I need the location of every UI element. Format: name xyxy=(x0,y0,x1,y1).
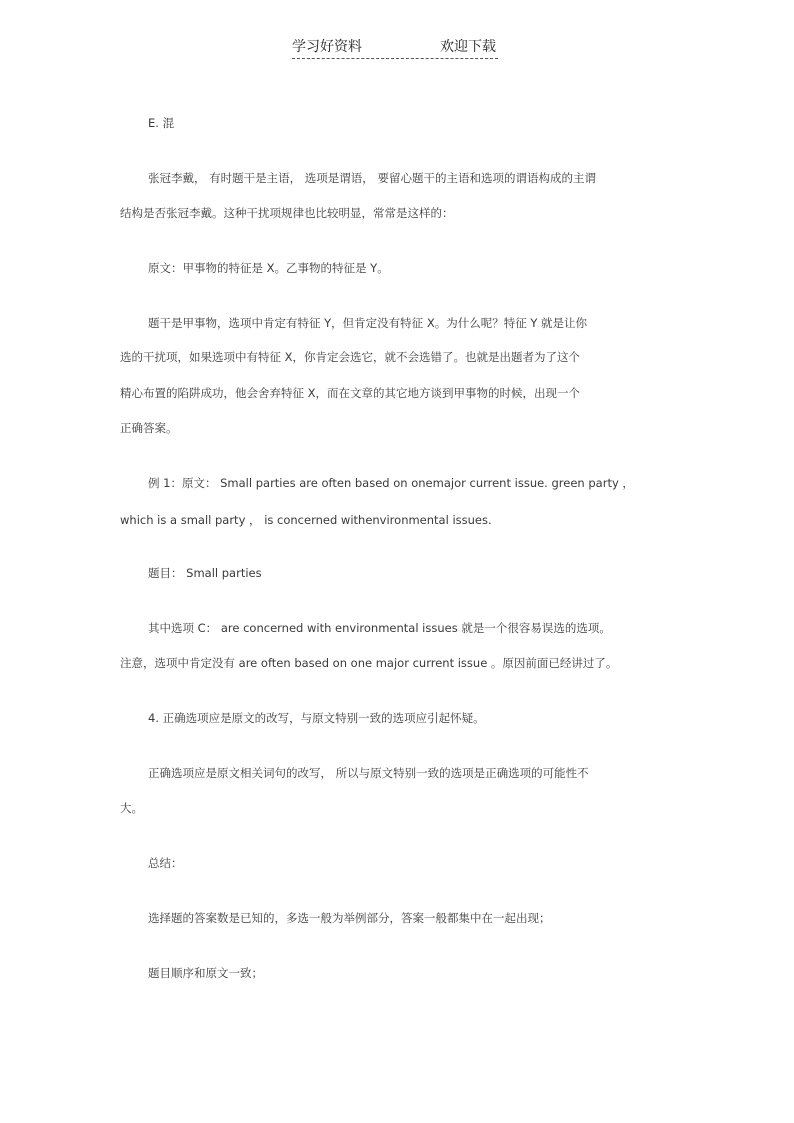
paragraph-line: 选的干扰项，如果选项中有特征 X，你肯定会选它，就不会选错了。也就是出题者为了这个 xyxy=(120,350,581,364)
paragraph-line: 原文：甲事物的特征是 X。乙事物的特征是 Y。 xyxy=(148,261,389,275)
paragraph-line: 大。 xyxy=(120,801,143,815)
paragraph-line: 精心布置的陷阱成功，他会舍弃特征 X，而在文章的其它地方谈到甲事物的时候，出现一个 xyxy=(120,386,581,400)
page-header xyxy=(292,36,498,59)
section-heading: 4. 正确选项应是原文的改写，与原文特别一致的选项应引起怀疑。 xyxy=(148,711,485,725)
paragraph-line: 例 1：原文： Small parties are often based on onemajor current issue. green party ， xyxy=(148,476,634,490)
section-heading: 总结： xyxy=(148,856,183,870)
header-left-text: 学习好资料 xyxy=(292,39,362,55)
paragraph-line: 选择题的答案数是已知的，多选一般为举例部分，答案一般都集中在一起出现； xyxy=(148,911,551,925)
paragraph-line: 题干是甲事物，选项中肯定有特征 Y，但肯定没有特征 X。为什么呢？特征 Y 就是让你 xyxy=(148,316,588,330)
paragraph-line: 结构是否张冠李戴。这种干扰项规律也比较明显，常常是这样的： xyxy=(120,206,454,220)
paragraph-line: which is a small party ， is concerned withenvironmental issues. xyxy=(120,513,492,527)
paragraph-line: 正确答案。 xyxy=(120,421,178,435)
paragraph-line: 题目： Small parties xyxy=(148,566,262,580)
header-right-text: 欢迎下载 xyxy=(440,39,496,55)
section-heading: E. 混 xyxy=(148,116,175,130)
paragraph-line: 正确选项应是原文相关词句的改写， 所以与原文特别一致的选项是正确选项的可能性不 xyxy=(148,766,589,780)
paragraph-line: 张冠李戴， 有时题干是主语， 选项是谓语， 要留心题干的主语和选项的谓语构成的主谓 xyxy=(148,171,596,185)
paragraph-line: 题目顺序和原文一致； xyxy=(148,966,263,980)
paragraph-line: 注意，选项中肯定没有 are often based on one major current issue 。原因前面已经讲过了。 xyxy=(120,656,618,670)
paragraph-line: 其中选项 C： are concerned with environmental issues 就是一个很容易误选的选项。 xyxy=(148,621,611,635)
